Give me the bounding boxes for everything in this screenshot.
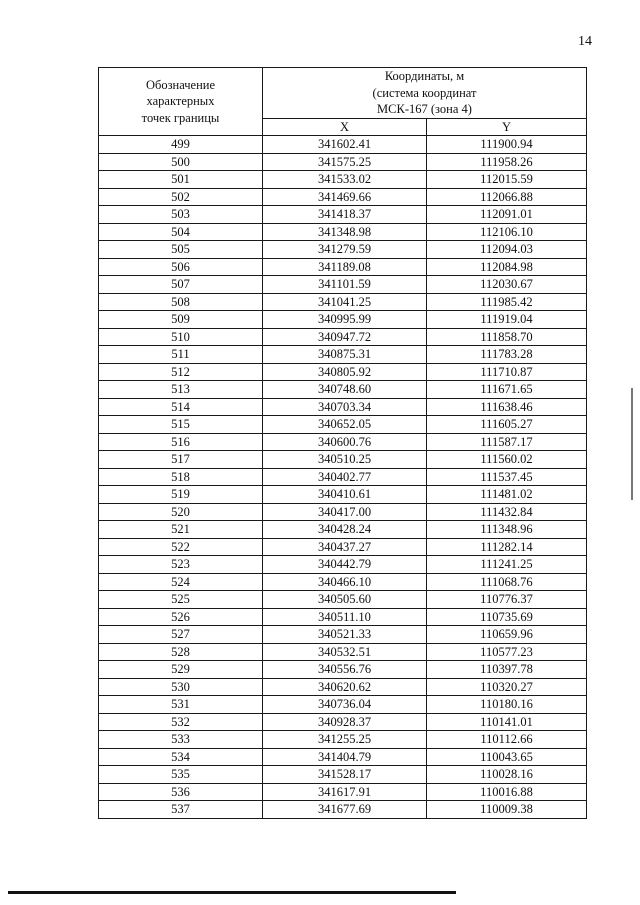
table-row bbox=[99, 363, 587, 381]
point-number-cell: 521 bbox=[99, 521, 263, 539]
table-row bbox=[99, 538, 587, 556]
table-row bbox=[99, 188, 587, 206]
bottom-rule bbox=[8, 891, 456, 894]
point-number-cell: 518 bbox=[99, 468, 263, 486]
y-coordinate-cell: 110577.23 bbox=[427, 643, 587, 661]
point-number-cell: 523 bbox=[99, 556, 263, 574]
point-number-cell: 531 bbox=[99, 696, 263, 714]
table-row bbox=[99, 626, 587, 644]
table-row bbox=[99, 661, 587, 679]
table-row bbox=[99, 486, 587, 504]
x-coordinate-cell: 341677.69 bbox=[263, 801, 427, 819]
table-row bbox=[99, 521, 587, 539]
point-designation-header-line: Обозначение bbox=[145, 77, 216, 92]
x-coordinate-cell: 340736.04 bbox=[263, 696, 427, 714]
point-number-cell: 500 bbox=[99, 153, 263, 171]
point-number-cell: 515 bbox=[99, 416, 263, 434]
table-row bbox=[99, 748, 587, 766]
x-coordinate-cell: 340556.76 bbox=[263, 661, 427, 679]
y-coordinate-cell: 110016.88 bbox=[427, 783, 587, 801]
y-coordinate-cell: 112091.01 bbox=[427, 206, 587, 224]
y-coordinate-cell: 111985.42 bbox=[427, 293, 587, 311]
x-coordinate-cell: 340402.77 bbox=[263, 468, 427, 486]
y-coordinate-cell: 111671.65 bbox=[427, 381, 587, 399]
table-row bbox=[99, 293, 587, 311]
table-row bbox=[99, 223, 587, 241]
y-coordinate-cell: 111900.94 bbox=[427, 136, 587, 154]
table-row bbox=[99, 573, 587, 591]
x-coordinate-cell: 340510.25 bbox=[263, 451, 427, 469]
y-coordinate-cell: 111605.27 bbox=[427, 416, 587, 434]
x-coordinate-cell: 341602.41 bbox=[263, 136, 427, 154]
point-designation-header bbox=[99, 68, 263, 136]
page-number: 14 bbox=[578, 34, 592, 49]
y-coordinate-cell: 111858.70 bbox=[427, 328, 587, 346]
table-row bbox=[99, 398, 587, 416]
point-number-cell: 512 bbox=[99, 363, 263, 381]
y-coordinate-cell: 111282.14 bbox=[427, 538, 587, 556]
point-number-cell: 503 bbox=[99, 206, 263, 224]
point-number-cell: 524 bbox=[99, 573, 263, 591]
x-coordinate-cell: 341528.17 bbox=[263, 766, 427, 784]
point-designation-header-line: характерных bbox=[146, 94, 215, 109]
point-number-cell: 532 bbox=[99, 713, 263, 731]
table-row bbox=[99, 433, 587, 451]
y-coordinate-cell: 112066.88 bbox=[427, 188, 587, 206]
y-coordinate-cell: 111481.02 bbox=[427, 486, 587, 504]
y-coordinate-cell: 111560.02 bbox=[427, 451, 587, 469]
y-coordinate-cell: 110112.66 bbox=[427, 731, 587, 749]
y-coordinate-cell: 111537.45 bbox=[427, 468, 587, 486]
table-row bbox=[99, 276, 587, 294]
x-coordinate-cell: 340505.60 bbox=[263, 591, 427, 609]
x-coordinate-cell: 340532.51 bbox=[263, 643, 427, 661]
point-number-cell: 527 bbox=[99, 626, 263, 644]
x-coordinate-cell: 341418.37 bbox=[263, 206, 427, 224]
table-row bbox=[99, 503, 587, 521]
point-number-cell: 508 bbox=[99, 293, 263, 311]
point-number-cell: 537 bbox=[99, 801, 263, 819]
boundary-coordinates-table bbox=[98, 67, 587, 819]
point-number-cell: 506 bbox=[99, 258, 263, 276]
table-row bbox=[99, 241, 587, 259]
table-row bbox=[99, 468, 587, 486]
point-number-cell: 529 bbox=[99, 661, 263, 679]
point-number-cell: 514 bbox=[99, 398, 263, 416]
x-coordinate-cell: 340511.10 bbox=[263, 608, 427, 626]
point-number-cell: 535 bbox=[99, 766, 263, 784]
point-number-cell: 533 bbox=[99, 731, 263, 749]
y-coordinate-cell: 111638.46 bbox=[427, 398, 587, 416]
y-coordinate-cell: 112015.59 bbox=[427, 171, 587, 189]
point-number-cell: 499 bbox=[99, 136, 263, 154]
point-number-cell: 526 bbox=[99, 608, 263, 626]
x-coordinate-cell: 340417.00 bbox=[263, 503, 427, 521]
table-row bbox=[99, 713, 587, 731]
table-row bbox=[99, 608, 587, 626]
point-number-cell: 507 bbox=[99, 276, 263, 294]
x-coordinate-cell: 341255.25 bbox=[263, 731, 427, 749]
point-number-cell: 522 bbox=[99, 538, 263, 556]
y-coordinate-cell: 110397.78 bbox=[427, 661, 587, 679]
y-coordinate-cell: 111958.26 bbox=[427, 153, 587, 171]
y-coordinate-cell: 110776.37 bbox=[427, 591, 587, 609]
x-coordinate-cell: 341469.66 bbox=[263, 188, 427, 206]
table-row bbox=[99, 328, 587, 346]
table-row bbox=[99, 206, 587, 224]
table-row bbox=[99, 258, 587, 276]
y-coordinate-cell: 112030.67 bbox=[427, 276, 587, 294]
point-number-cell: 528 bbox=[99, 643, 263, 661]
table-row bbox=[99, 346, 587, 364]
y-coordinate-cell: 110043.65 bbox=[427, 748, 587, 766]
table-row bbox=[99, 801, 587, 819]
x-coordinate-cell: 340410.61 bbox=[263, 486, 427, 504]
x-coordinate-cell: 340652.05 bbox=[263, 416, 427, 434]
point-number-cell: 504 bbox=[99, 223, 263, 241]
point-number-cell: 519 bbox=[99, 486, 263, 504]
table-row bbox=[99, 171, 587, 189]
point-number-cell: 505 bbox=[99, 241, 263, 259]
x-coordinate-cell: 340995.99 bbox=[263, 311, 427, 329]
point-number-cell: 530 bbox=[99, 678, 263, 696]
x-coordinate-cell: 340875.31 bbox=[263, 346, 427, 364]
coordinates-header-line: Координаты, м bbox=[384, 69, 465, 83]
y-coordinate-cell: 111587.17 bbox=[427, 433, 587, 451]
y-coordinate-cell: 111348.96 bbox=[427, 521, 587, 539]
x-coordinate-cell: 340521.33 bbox=[263, 626, 427, 644]
point-number-cell: 510 bbox=[99, 328, 263, 346]
point-number-cell: 516 bbox=[99, 433, 263, 451]
y-coordinate-cell: 112106.10 bbox=[427, 223, 587, 241]
y-coordinate-cell: 110320.27 bbox=[427, 678, 587, 696]
table-row bbox=[99, 416, 587, 434]
coordinates-header-line: МСК-167 (зона 4) bbox=[377, 102, 472, 116]
x-coordinate-cell: 340620.62 bbox=[263, 678, 427, 696]
y-coordinate-cell: 110028.16 bbox=[427, 766, 587, 784]
table-row bbox=[99, 783, 587, 801]
y-coordinate-cell: 111068.76 bbox=[427, 573, 587, 591]
x-coordinate-cell: 340442.79 bbox=[263, 556, 427, 574]
x-coordinate-cell: 340437.27 bbox=[263, 538, 427, 556]
table-row bbox=[99, 381, 587, 399]
coordinates-header-line: (система координат bbox=[372, 85, 477, 100]
x-coordinate-cell: 340428.24 bbox=[263, 521, 427, 539]
x-coordinate-cell: 340600.76 bbox=[263, 433, 427, 451]
y-column-header: Y bbox=[427, 118, 587, 136]
x-coordinate-cell: 341101.59 bbox=[263, 276, 427, 294]
table-row bbox=[99, 766, 587, 784]
point-number-cell: 536 bbox=[99, 783, 263, 801]
coordinates-header bbox=[263, 68, 587, 119]
x-coordinate-cell: 340947.72 bbox=[263, 328, 427, 346]
point-number-cell: 525 bbox=[99, 591, 263, 609]
y-coordinate-cell: 111432.84 bbox=[427, 503, 587, 521]
point-number-cell: 511 bbox=[99, 346, 263, 364]
x-coordinate-cell: 341041.25 bbox=[263, 293, 427, 311]
y-coordinate-cell: 111783.28 bbox=[427, 346, 587, 364]
x-coordinate-cell: 340805.92 bbox=[263, 363, 427, 381]
point-number-cell: 520 bbox=[99, 503, 263, 521]
x-coordinate-cell: 340748.60 bbox=[263, 381, 427, 399]
y-coordinate-cell: 110141.01 bbox=[427, 713, 587, 731]
y-coordinate-cell: 110735.69 bbox=[427, 608, 587, 626]
table-row bbox=[99, 556, 587, 574]
point-number-cell: 509 bbox=[99, 311, 263, 329]
table-row bbox=[99, 451, 587, 469]
x-coordinate-cell: 341348.98 bbox=[263, 223, 427, 241]
margin-scan-mark bbox=[631, 388, 633, 500]
table-row bbox=[99, 731, 587, 749]
x-coordinate-cell: 341189.08 bbox=[263, 258, 427, 276]
x-column-header: X bbox=[263, 118, 427, 136]
x-coordinate-cell: 341533.02 bbox=[263, 171, 427, 189]
y-coordinate-cell: 111710.87 bbox=[427, 363, 587, 381]
y-coordinate-cell: 111241.25 bbox=[427, 556, 587, 574]
x-coordinate-cell: 341404.79 bbox=[263, 748, 427, 766]
table-body bbox=[99, 136, 587, 819]
x-coordinate-cell: 340466.10 bbox=[263, 573, 427, 591]
y-coordinate-cell: 112094.03 bbox=[427, 241, 587, 259]
x-coordinate-cell: 340703.34 bbox=[263, 398, 427, 416]
table-row bbox=[99, 136, 587, 154]
point-number-cell: 534 bbox=[99, 748, 263, 766]
x-coordinate-cell: 341575.25 bbox=[263, 153, 427, 171]
x-coordinate-cell: 341617.91 bbox=[263, 783, 427, 801]
point-number-cell: 513 bbox=[99, 381, 263, 399]
point-designation-header-line: точек границы bbox=[141, 110, 220, 125]
y-coordinate-cell: 111919.04 bbox=[427, 311, 587, 329]
x-coordinate-cell: 340928.37 bbox=[263, 713, 427, 731]
y-coordinate-cell: 112084.98 bbox=[427, 258, 587, 276]
y-coordinate-cell: 110659.96 bbox=[427, 626, 587, 644]
table-row bbox=[99, 678, 587, 696]
table-row bbox=[99, 311, 587, 329]
y-coordinate-cell: 110009.38 bbox=[427, 801, 587, 819]
table-header-row bbox=[99, 68, 587, 119]
table-row bbox=[99, 696, 587, 714]
table-row bbox=[99, 153, 587, 171]
y-coordinate-cell: 110180.16 bbox=[427, 696, 587, 714]
table-row bbox=[99, 643, 587, 661]
point-number-cell: 502 bbox=[99, 188, 263, 206]
x-coordinate-cell: 341279.59 bbox=[263, 241, 427, 259]
table-row bbox=[99, 591, 587, 609]
point-number-cell: 517 bbox=[99, 451, 263, 469]
point-number-cell: 501 bbox=[99, 171, 263, 189]
